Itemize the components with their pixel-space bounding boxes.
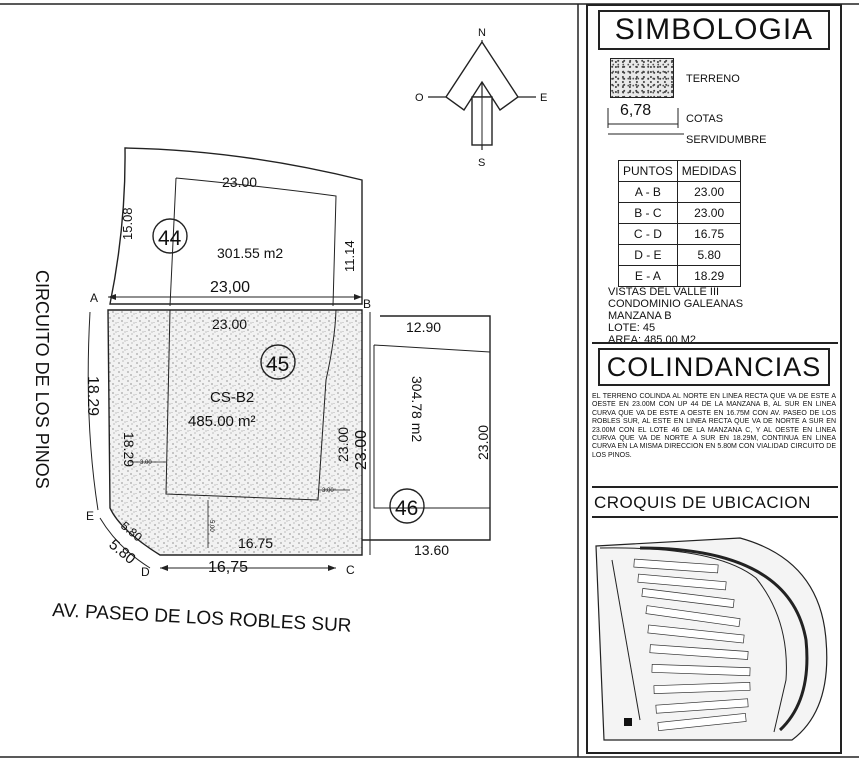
right-outer-dim: 23.00 [353,429,370,470]
colindancias-text: EL TERRENO COLINDA AL NORTE EN LINEA RECTA QUE VA DE ESTE A OESTE EN 23.00M CON UP 44 DE LA MANZANA B, AL SUR EN LINEA CURVA QUE VA DE ESTE A OESTE EN 16.75M CON AV. PASEO DE LOS ROBLES SUR, AL ESTE EN LINEA RECTA QUE VA DE NORTE A SUR EN 23.00M CON EL LOTE 46 DE LA MANZANA C, Y AL OESTE EN LINEA CURVA QUE VA DE NORTE A SUR EN 18.29M, CONTINUA EN LINEA CURVA EN LA MISMA DIRECCION EN 5.80M CON VIALIDAD CIRCUITO DE LOS PINOS. [592,393,836,459]
table-cell: 23.00 [677,203,741,224]
info-line: CONDOMINIO GALEANAS [608,298,744,310]
table-cell: B - C [619,203,678,224]
cotas-label: COTAS [686,113,724,125]
lot-45-right-inner-dim: 23.00 [335,426,351,462]
measures-header-measures: MEDIDAS [677,161,741,182]
point-b-label: B [363,297,372,311]
setback-a-label: 3.00 [140,460,152,466]
lot-44-left-dim: 15.08 [120,207,135,240]
terreno-swatch [610,58,674,98]
street-south-label: AV. PASEO DE LOS ROBLES SUR [51,600,352,637]
lot-45 [108,310,362,555]
lot-45-bottom-inner-dim: 16.75 [238,535,274,551]
lot-46-area: 304.78 m2 [409,376,425,443]
compass-south-label: S [478,157,486,169]
measures-table [618,160,741,287]
compass-rose [415,27,547,169]
colindancias-title: COLINDANCIAS [598,348,830,386]
cota-sample-line [606,106,680,130]
ab-dimension [90,279,371,311]
measures-header-row [619,161,741,182]
lot-44-number: 44 [158,227,182,250]
lot-45-number: 45 [266,353,290,376]
croquis-title: CROQUIS DE UBICACION [594,493,811,512]
lot-44-top-dim: 23.00 [222,174,258,190]
table-row [619,203,741,224]
info-line: VISTAS DEL VALLE III [608,286,720,298]
lot-46-right-dim: 23.00 [475,424,491,460]
lot-46-number: 46 [395,497,419,520]
table-row [619,224,741,245]
table-cell: C - D [619,224,678,245]
point-a-label: A [90,291,99,305]
lot-info-block [608,286,743,346]
table-cell: D - E [619,245,678,266]
croquis-rule [592,516,838,518]
section-divider [592,342,838,344]
servidumbre-line [606,130,686,138]
compass-west-label: O [415,92,424,104]
point-e-label: E [86,509,95,523]
table-cell: 16.75 [677,224,741,245]
cota-sample-value: 6,78 [620,102,652,119]
lot-45-left-inner-dim: 18.29 [121,432,137,468]
lot-45-area: 485.00 m² [188,413,256,430]
table-cell: 5.80 [677,245,741,266]
ed-outer-dim: 5.80 [105,536,139,568]
legend-panel [586,4,842,754]
table-row [619,245,741,266]
compass-north-label: N [478,27,486,39]
table-cell: A - B [619,182,678,203]
point-c-label: C [346,563,355,577]
left-outer-dim: 18.29 [84,376,101,417]
bottom-outer-dim: 16,75 [208,559,249,576]
lot-44-area: 301.55 m2 [217,245,284,261]
info-line: AREA: 485.00 M2 [608,334,697,346]
servidumbre-label: SERVIDUMBRE [686,134,767,146]
ab-dimension-label: 23,00 [210,279,251,296]
section-divider [592,486,838,488]
setback-b-label: 3.00 [322,488,334,494]
lot-44-right-dim: 11.14 [342,240,357,272]
point-d-label: D [141,565,150,579]
table-cell: 23.00 [677,182,741,203]
lot-46-bottom-dim: 13.60 [414,542,450,558]
ed-inner-dim: 5.80 [118,518,145,545]
lot-45-code: CS-B2 [210,389,255,406]
info-line: LOTE: 45 [608,322,656,334]
setback-c-label: 5.00 [208,520,214,532]
table-row [619,266,741,287]
lot-46 [362,316,491,558]
street-west-label: CIRCUITO DE LOS PINOS [32,270,52,489]
terreno-label: TERRENO [686,73,740,85]
table-cell: 18.29 [677,266,741,287]
table-cell: E - A [619,266,678,287]
lot-46-top-dim: 12.90 [406,319,442,335]
measures-header-points: PUNTOS [619,161,678,182]
info-line: MANZANA B [608,310,672,322]
lot-45-top-inner-dim: 23.00 [212,316,248,332]
table-row [619,182,741,203]
compass-east-label: E [540,92,548,104]
simbologia-title: SIMBOLOGIA [598,10,830,50]
